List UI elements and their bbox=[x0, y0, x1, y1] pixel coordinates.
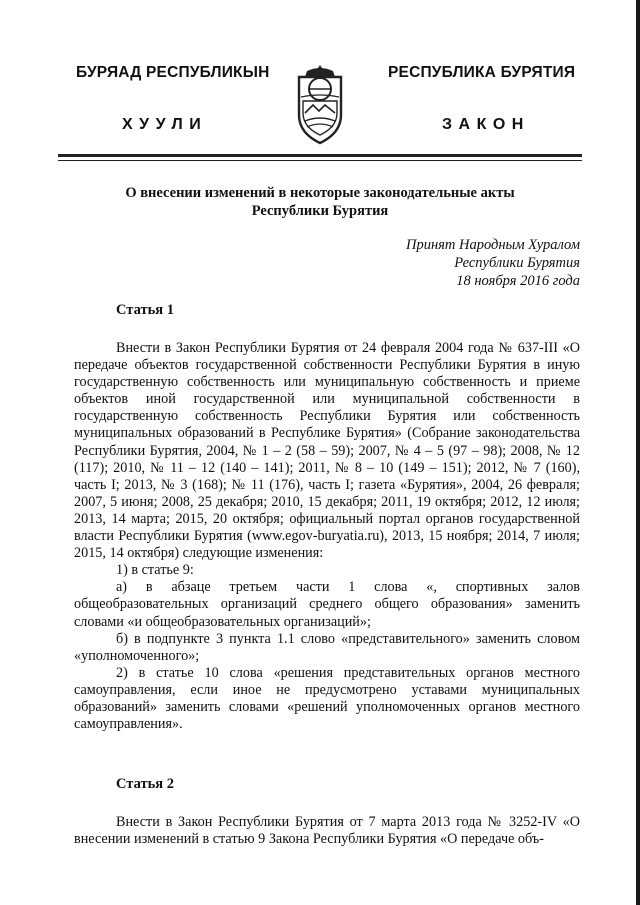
article-2-heading: Статья 2 bbox=[116, 776, 174, 792]
law-title-line2: Республики Бурятия bbox=[251, 203, 389, 219]
article-1-body bbox=[74, 340, 580, 733]
header-divider-thin bbox=[58, 160, 582, 161]
adoption-note bbox=[280, 236, 580, 290]
article-1-paragraph: Внести в Закон Республики Бурятия от 24 февраля 2004 года № 637-III «О передаче объектов государственной собственности Республики Бурятия в иную государственную собственность или муниципальную собственность и приеме объектов иной государственной или муниципальной собственности в государственную собственность Республики Бурятия или собственность муниципальных образований в Республике Бурятия» (Собрание законодательства Республики Бурятия, 2004, № 1 – 2 (58 – 59); 2007, № 4 – 5 (97 – 98); 2008, № 12 (117); 2010, № 11 – 12 (140 – 141); 2011, № 8 – 10 (149 – 151); 2012, № 7 (160), часть I; 2013, № 3 (168); № 11 (176), часть I; газета «Бурятия», 2004, 26 февраля; 2007, 5 июня; 2008, 25 декабря; 2010, 15 декабря; 2011, 19 октября; 2012, 12 июля; 2013, 14 марта; 2015, 20 октября; официальный портал органов государственной власти Республики Бурятия (www.egov-buryatia.ru), 2013, 15 ноября; 2014, 7 июля; 2015, 14 октября) следующие изменения: bbox=[74, 340, 580, 562]
header-left-mid: ХУУЛИ bbox=[122, 116, 208, 133]
article-1-heading: Статья 1 bbox=[116, 302, 174, 318]
article-2-body bbox=[74, 814, 580, 848]
article-1-paragraph: б) в подпункте 3 пункта 1.1 слово «представительного» заменить словом «уполномоченного»; bbox=[74, 630, 580, 664]
page-edge-border bbox=[636, 0, 640, 905]
header-left-top: БУРЯАД РЕСПУБЛИКЫН bbox=[76, 64, 270, 81]
article-1-paragraph: а) в абзаце третьем части 1 слова «, спортивных залов общеобразовательных организаций среднего общего образования» заменить словами «и общеобразовательных организаций»; bbox=[74, 579, 580, 630]
article-2-paragraph: Внести в Закон Республики Бурятия от 7 марта 2013 года № 3252-IV «О внесении изменений в статью 9 Закона Республики Бурятия «О передаче объ- bbox=[74, 814, 580, 848]
adoption-date: 18 ноября 2016 года bbox=[456, 273, 580, 289]
header-divider-thick bbox=[58, 154, 582, 157]
article-1-paragraph: 2) в статье 10 слова «решения представительных органов местного самоуправления, если иное не предусмотрено уставами муниципальных образований» заменить словами «решений уполномоченных органов местного самоуправления». bbox=[74, 664, 580, 733]
law-title bbox=[60, 184, 580, 220]
adoption-line1: Принят Народным Хуралом bbox=[405, 237, 580, 253]
adoption-line2: Республики Бурятия bbox=[454, 255, 580, 271]
coat-of-arms-icon bbox=[289, 63, 351, 147]
article-1-paragraph: 1) в статье 9: bbox=[116, 562, 194, 579]
header-right-top: РЕСПУБЛИКА БУРЯТИЯ bbox=[388, 64, 576, 81]
header-right-mid: ЗАКОН bbox=[442, 116, 530, 133]
law-title-line1: О внесении изменений в некоторые законодательные акты bbox=[125, 185, 515, 201]
